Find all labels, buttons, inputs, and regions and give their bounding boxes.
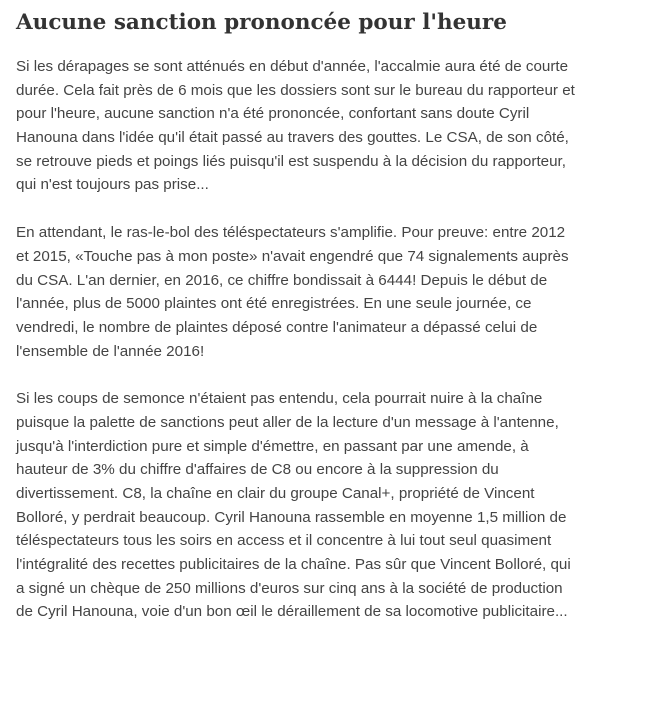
paragraph-line: vendredi, le nombre de plaintes déposé contre l'animateur a dépassé celui de bbox=[16, 318, 538, 336]
paragraph-line: hauteur de 3% du chiffre d'affaires de C8 ou encore à la suppression du bbox=[16, 461, 499, 479]
paragraph-line: Bolloré, y perdrait beaucoup. Cyril Hanouna rassemble en moyenne 1,5 million de bbox=[16, 508, 567, 526]
paragraph-line: Hanouna dans l'idée qu'il était passé au travers des gouttes. Le CSA, de son côté, bbox=[16, 129, 569, 147]
paragraph-line: jusqu'à l'interdiction pure et simple d'émettre, en passant par une amende, à bbox=[16, 437, 529, 455]
article-paragraph-1 bbox=[16, 55, 656, 197]
paragraph-line: l'intégralité des recettes publicitaires de la chaîne. Pas sûr que Vincent Bolloré, qui bbox=[16, 556, 571, 574]
paragraph-line: se retrouve pieds et poings liés puisqu'il est suspendu à la décision du rapporteur, bbox=[16, 152, 566, 170]
article-paragraph-3 bbox=[16, 387, 656, 624]
paragraph-line: et 2015, «Touche pas à mon poste» n'avait engendré que 74 signalements auprès bbox=[16, 247, 569, 265]
paragraph-line: a signé un chèque de 250 millions d'euros sur cinq ans à la société de production bbox=[16, 579, 563, 597]
paragraph-line: de Cyril Hanouna, voie d'un bon œil le déraillement de sa locomotive publicitaire... bbox=[16, 603, 568, 621]
paragraph-line: pour l'heure, aucune sanction n'a été prononcée, confortant sans doute Cyril bbox=[16, 105, 530, 123]
paragraph-line: du CSA. L'an dernier, en 2016, ce chiffre bondissait à 6444! Depuis le début de bbox=[16, 271, 548, 289]
article bbox=[16, 0, 656, 624]
paragraph-line: qui n'est toujours pas prise... bbox=[16, 176, 209, 194]
article-paragraph-2 bbox=[16, 221, 656, 363]
article-heading: Aucune sanction prononcée pour l'heure bbox=[16, 10, 507, 35]
paragraph-line: l'ensemble de l'année 2016! bbox=[16, 342, 205, 360]
paragraph-line: l'année, plus de 5000 plaintes ont été enregistrées. En une seule journée, ce bbox=[16, 295, 532, 313]
paragraph-line: puisque la palette de sanctions peut aller de la lecture d'un message à l'antenne, bbox=[16, 413, 559, 431]
paragraph-line: En attendant, le ras-le-bol des téléspectateurs s'amplifie. Pour preuve: entre 2012 bbox=[16, 224, 566, 242]
paragraph-line: téléspectateurs tous les soirs en access et il concentre à lui tout seul quasiment bbox=[16, 532, 552, 550]
paragraph-line: divertissement. C8, la chaîne en clair du groupe Canal+, propriété de Vincent bbox=[16, 485, 535, 502]
paragraph-line: Si les dérapages se sont atténués en début d'année, l'accalmie aura été de courte bbox=[16, 58, 569, 75]
paragraph-line: Si les coups de semonce n'étaient pas entendu, cela pourrait nuire à la chaîne bbox=[16, 390, 543, 408]
paragraph-line: durée. Cela fait près de 6 mois que les dossiers sont sur le bureau du rapporteur et bbox=[16, 81, 575, 99]
